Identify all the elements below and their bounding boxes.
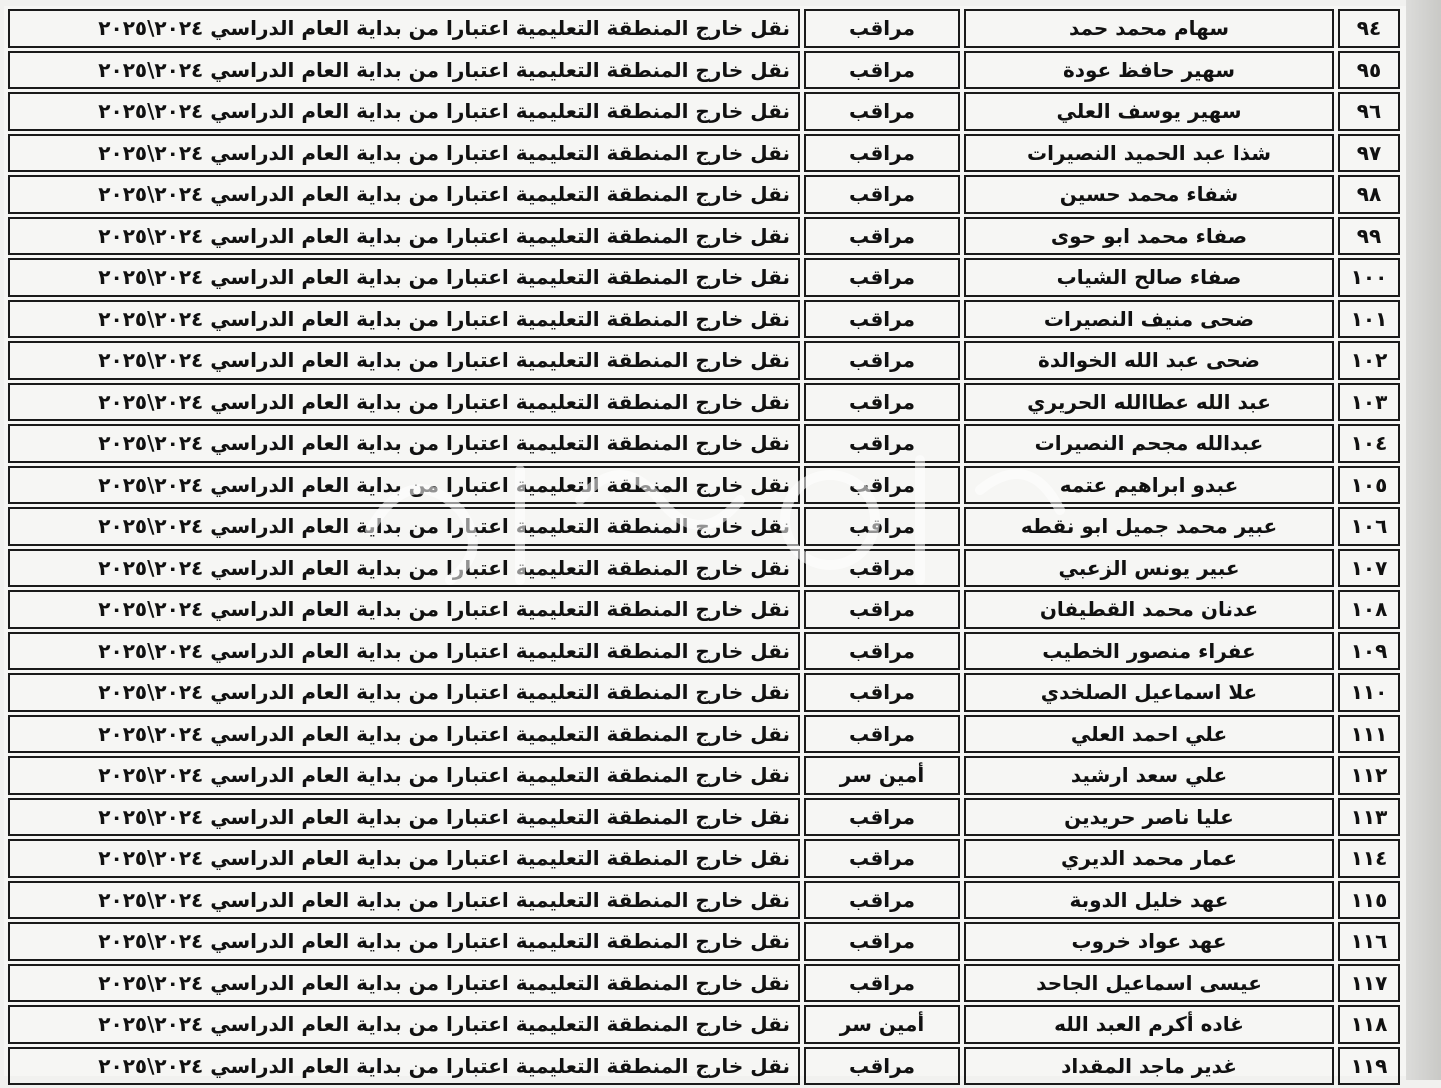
- employee-name: علي سعد ارشيد: [964, 756, 1334, 795]
- transfer-note: نقل خارج المنطقة التعليمية اعتبارا من بداية العام الدراسي ٢٠٢٤\٢٠٢٥: [8, 549, 800, 588]
- employee-role: مراقب: [804, 549, 960, 588]
- table-row: [8, 424, 1400, 463]
- row-number: ١١٦: [1338, 922, 1400, 961]
- employee-role: مراقب: [804, 507, 960, 546]
- table-row: [8, 964, 1400, 1003]
- table-row: [8, 549, 1400, 588]
- employee-name: عبير يونس الزعبي: [964, 549, 1334, 588]
- transfer-note: نقل خارج المنطقة التعليمية اعتبارا من بداية العام الدراسي ٢٠٢٤\٢٠٢٥: [8, 756, 800, 795]
- employee-name: سهير حافظ عودة: [964, 51, 1334, 90]
- employee-name: ضحى منيف النصيرات: [964, 300, 1334, 339]
- transfer-note: نقل خارج المنطقة التعليمية اعتبارا من بداية العام الدراسي ٢٠٢٤\٢٠٢٥: [8, 258, 800, 297]
- row-number: ١٠٦: [1338, 507, 1400, 546]
- employee-name: عهد خليل الدوبة: [964, 881, 1334, 920]
- employee-name: عليا ناصر حريدين: [964, 798, 1334, 837]
- row-number: ٩٧: [1338, 134, 1400, 173]
- table-row: [8, 590, 1400, 629]
- employee-name: عبد الله عطاالله الحريري: [964, 383, 1334, 422]
- transfer-note: نقل خارج المنطقة التعليمية اعتبارا من بداية العام الدراسي ٢٠٢٤\٢٠٢٥: [8, 715, 800, 754]
- staff-transfer-table: [4, 6, 1404, 1088]
- employee-role: مراقب: [804, 466, 960, 505]
- employee-name: غدير ماجد المقداد: [964, 1047, 1334, 1086]
- employee-role: أمين سر: [804, 756, 960, 795]
- row-number: ١١٥: [1338, 881, 1400, 920]
- table-row: [8, 51, 1400, 90]
- employee-role: مراقب: [804, 881, 960, 920]
- page-edge-shadow: [1406, 0, 1441, 1080]
- table-row: [8, 715, 1400, 754]
- table-row: [8, 134, 1400, 173]
- transfer-note: نقل خارج المنطقة التعليمية اعتبارا من بداية العام الدراسي ٢٠٢٤\٢٠٢٥: [8, 175, 800, 214]
- employee-role: أمين سر: [804, 1005, 960, 1044]
- employee-name: عدنان محمد القطيفان: [964, 590, 1334, 629]
- table-row: [8, 1005, 1400, 1044]
- table-row: [8, 383, 1400, 422]
- employee-name: عهد عواد خروب: [964, 922, 1334, 961]
- employee-name: عبدالله مجحم النصيرات: [964, 424, 1334, 463]
- table-row: [8, 217, 1400, 256]
- row-number: ١١٠: [1338, 673, 1400, 712]
- transfer-note: نقل خارج المنطقة التعليمية اعتبارا من بداية العام الدراسي ٢٠٢٤\٢٠٢٥: [8, 51, 800, 90]
- row-number: ١١٩: [1338, 1047, 1400, 1086]
- employee-name: علي احمد العلي: [964, 715, 1334, 754]
- transfer-note: نقل خارج المنطقة التعليمية اعتبارا من بداية العام الدراسي ٢٠٢٤\٢٠٢٥: [8, 590, 800, 629]
- table-row: [8, 9, 1400, 48]
- employee-name: شفاء محمد حسين: [964, 175, 1334, 214]
- transfer-note: نقل خارج المنطقة التعليمية اعتبارا من بداية العام الدراسي ٢٠٢٤\٢٠٢٥: [8, 341, 800, 380]
- employee-name: عيسى اسماعيل الجاحد: [964, 964, 1334, 1003]
- employee-name: علا اسماعيل الصلخدي: [964, 673, 1334, 712]
- employee-role: مراقب: [804, 175, 960, 214]
- row-number: ١٠٣: [1338, 383, 1400, 422]
- table-row: [8, 258, 1400, 297]
- employee-name: عبير محمد جميل ابو نقطه: [964, 507, 1334, 546]
- employee-role: مراقب: [804, 673, 960, 712]
- transfer-note: نقل خارج المنطقة التعليمية اعتبارا من بداية العام الدراسي ٢٠٢٤\٢٠٢٥: [8, 839, 800, 878]
- employee-role: مراقب: [804, 258, 960, 297]
- table-row: [8, 756, 1400, 795]
- employee-name: سهير يوسف العلي: [964, 92, 1334, 131]
- employee-role: مراقب: [804, 715, 960, 754]
- employee-role: مراقب: [804, 51, 960, 90]
- row-number: ٩٨: [1338, 175, 1400, 214]
- table-row: [8, 881, 1400, 920]
- employee-role: مراقب: [804, 424, 960, 463]
- row-number: ١١٧: [1338, 964, 1400, 1003]
- employee-role: مراقب: [804, 922, 960, 961]
- table-row: [8, 175, 1400, 214]
- transfer-note: نقل خارج المنطقة التعليمية اعتبارا من بداية العام الدراسي ٢٠٢٤\٢٠٢٥: [8, 881, 800, 920]
- transfer-note: نقل خارج المنطقة التعليمية اعتبارا من بداية العام الدراسي ٢٠٢٤\٢٠٢٥: [8, 9, 800, 48]
- employee-name: غاده أكرم العبد الله: [964, 1005, 1334, 1044]
- row-number: ١٠٩: [1338, 632, 1400, 671]
- row-number: ٩٥: [1338, 51, 1400, 90]
- transfer-note: نقل خارج المنطقة التعليمية اعتبارا من بداية العام الدراسي ٢٠٢٤\٢٠٢٥: [8, 798, 800, 837]
- employee-name: صفاء محمد ابو حوى: [964, 217, 1334, 256]
- row-number: ١٠٢: [1338, 341, 1400, 380]
- employee-role: مراقب: [804, 1047, 960, 1086]
- employee-role: مراقب: [804, 590, 960, 629]
- employee-name: شذا عبد الحميد النصيرات: [964, 134, 1334, 173]
- table-row: [8, 341, 1400, 380]
- employee-role: مراقب: [804, 632, 960, 671]
- transfer-note: نقل خارج المنطقة التعليمية اعتبارا من بداية العام الدراسي ٢٠٢٤\٢٠٢٥: [8, 632, 800, 671]
- row-number: ١٠١: [1338, 300, 1400, 339]
- transfer-note: نقل خارج المنطقة التعليمية اعتبارا من بداية العام الدراسي ٢٠٢٤\٢٠٢٥: [8, 134, 800, 173]
- table-row: [8, 300, 1400, 339]
- employee-role: مراقب: [804, 217, 960, 256]
- table-row: [8, 673, 1400, 712]
- row-number: ١١٤: [1338, 839, 1400, 878]
- transfer-note: نقل خارج المنطقة التعليمية اعتبارا من بداية العام الدراسي ٢٠٢٤\٢٠٢٥: [8, 300, 800, 339]
- table-row: [8, 798, 1400, 837]
- transfer-note: نقل خارج المنطقة التعليمية اعتبارا من بداية العام الدراسي ٢٠٢٤\٢٠٢٥: [8, 92, 800, 131]
- table-row: [8, 922, 1400, 961]
- row-number: ١٠٥: [1338, 466, 1400, 505]
- row-number: ١١٣: [1338, 798, 1400, 837]
- transfer-note: نقل خارج المنطقة التعليمية اعتبارا من بداية العام الدراسي ٢٠٢٤\٢٠٢٥: [8, 964, 800, 1003]
- row-number: ٩٤: [1338, 9, 1400, 48]
- employee-role: مراقب: [804, 341, 960, 380]
- employee-name: عمار محمد الديري: [964, 839, 1334, 878]
- table-row: [8, 632, 1400, 671]
- employee-role: مراقب: [804, 383, 960, 422]
- row-number: ٩٦: [1338, 92, 1400, 131]
- employee-role: مراقب: [804, 964, 960, 1003]
- employee-name: عبدو ابراهيم عتمه: [964, 466, 1334, 505]
- table-row: [8, 507, 1400, 546]
- row-number: ١٠٧: [1338, 549, 1400, 588]
- employee-role: مراقب: [804, 134, 960, 173]
- row-number: ١٠٠: [1338, 258, 1400, 297]
- table-body: [8, 9, 1400, 1085]
- employee-role: مراقب: [804, 9, 960, 48]
- row-number: ١١٢: [1338, 756, 1400, 795]
- row-number: ١٠٨: [1338, 590, 1400, 629]
- row-number: ١٠٤: [1338, 424, 1400, 463]
- transfer-note: نقل خارج المنطقة التعليمية اعتبارا من بداية العام الدراسي ٢٠٢٤\٢٠٢٥: [8, 383, 800, 422]
- employee-name: عفراء منصور الخطيب: [964, 632, 1334, 671]
- table-row: [8, 839, 1400, 878]
- transfer-note: نقل خارج المنطقة التعليمية اعتبارا من بداية العام الدراسي ٢٠٢٤\٢٠٢٥: [8, 217, 800, 256]
- transfer-note: نقل خارج المنطقة التعليمية اعتبارا من بداية العام الدراسي ٢٠٢٤\٢٠٢٥: [8, 1005, 800, 1044]
- transfer-note: نقل خارج المنطقة التعليمية اعتبارا من بداية العام الدراسي ٢٠٢٤\٢٠٢٥: [8, 673, 800, 712]
- row-number: ١١١: [1338, 715, 1400, 754]
- employee-role: مراقب: [804, 798, 960, 837]
- employee-role: مراقب: [804, 300, 960, 339]
- transfer-note: نقل خارج المنطقة التعليمية اعتبارا من بداية العام الدراسي ٢٠٢٤\٢٠٢٥: [8, 922, 800, 961]
- transfer-note: نقل خارج المنطقة التعليمية اعتبارا من بداية العام الدراسي ٢٠٢٤\٢٠٢٥: [8, 1047, 800, 1086]
- table-row: [8, 466, 1400, 505]
- transfer-note: نقل خارج المنطقة التعليمية اعتبارا من بداية العام الدراسي ٢٠٢٤\٢٠٢٥: [8, 466, 800, 505]
- table-row: [8, 92, 1400, 131]
- employee-name: سهام محمد حمد: [964, 9, 1334, 48]
- table-row: [8, 1047, 1400, 1086]
- row-number: ١١٨: [1338, 1005, 1400, 1044]
- employee-name: ضحى عبد الله الخوالدة: [964, 341, 1334, 380]
- employee-role: مراقب: [804, 92, 960, 131]
- transfer-note: نقل خارج المنطقة التعليمية اعتبارا من بداية العام الدراسي ٢٠٢٤\٢٠٢٥: [8, 424, 800, 463]
- employee-name: صفاء صالح الشياب: [964, 258, 1334, 297]
- transfer-note: نقل خارج المنطقة التعليمية اعتبارا من بداية العام الدراسي ٢٠٢٤\٢٠٢٥: [8, 507, 800, 546]
- employee-role: مراقب: [804, 839, 960, 878]
- row-number: ٩٩: [1338, 217, 1400, 256]
